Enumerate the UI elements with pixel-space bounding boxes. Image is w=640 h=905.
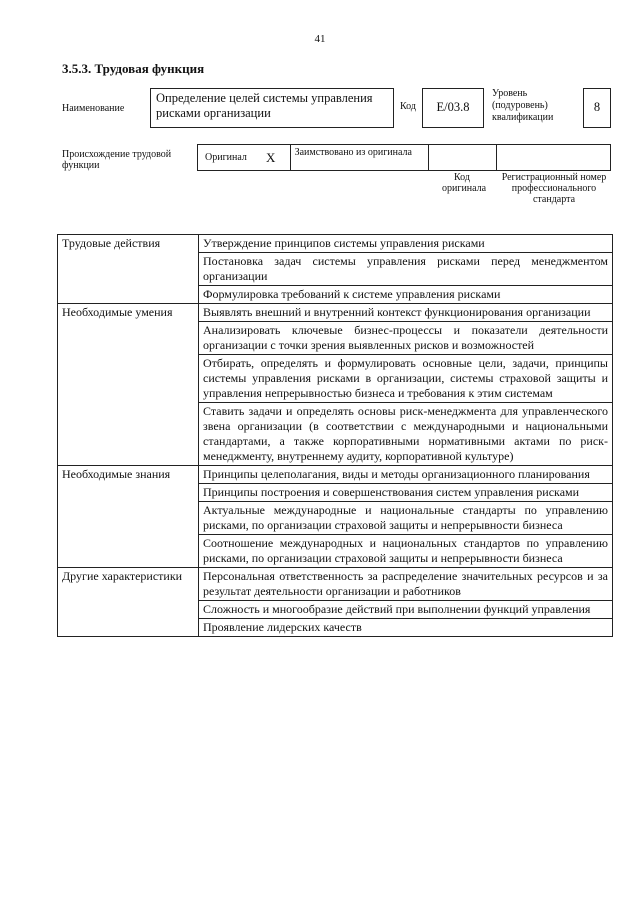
category-cell: Необходимые умения — [58, 304, 199, 466]
origin-label: Происхождение трудовой функции — [62, 149, 172, 171]
description-cell: Принципы целеполагания, виды и методы организационного планирования — [199, 466, 613, 484]
category-cell: Другие характеристики — [58, 568, 199, 637]
description-cell: Формулировка требований к системе управления рисками — [199, 286, 613, 304]
original-label: Оригинал — [205, 152, 247, 163]
original-mark: X — [266, 150, 276, 165]
function-table — [57, 234, 613, 637]
description-cell: Соотношение международных и национальных стандартов по управлению рисками, по организации страховой защиты и непрерывности бизнеса — [199, 535, 613, 568]
description-cell: Анализировать ключевые бизнес-процессы и показатели деятельности организации с точки зрения выявленных рисков и возможностей — [199, 322, 613, 355]
name-label: Наименование — [62, 103, 125, 114]
description-cell: Принципы построения и совершенствования систем управления рисками — [199, 484, 613, 502]
description-cell: Проявление лидерских качеств — [199, 619, 613, 637]
description-cell: Выявлять внешний и внутренний контекст функционирования организации — [199, 304, 613, 322]
borrowed-label: Заимствовано из оригинала — [291, 145, 429, 170]
registration-number-cell — [497, 145, 610, 170]
description-cell: Персональная ответственность за распределение значительных ресурсов и за результат деятельности организации и работников — [199, 568, 613, 601]
original-cell — [198, 145, 291, 170]
page-number: 41 — [314, 33, 326, 45]
section-title: 3.5.3. Трудовая функция — [62, 61, 205, 76]
description-cell: Постановка задач системы управления рисками перед менеджментом организации — [199, 253, 613, 286]
table-row — [58, 466, 613, 484]
table-row — [58, 304, 613, 322]
code-label: Код — [400, 101, 416, 112]
description-cell: Сложность и многообразие действий при выполнении функций управления — [199, 601, 613, 619]
code-box: E/03.8 — [422, 88, 484, 128]
table-row — [58, 568, 613, 601]
category-cell: Трудовые действия — [58, 235, 199, 304]
function-name-box: Определение целей системы управления рисками организации — [150, 88, 394, 128]
level-box: 8 — [583, 88, 611, 128]
description-cell: Актуальные международные и национальные стандарты по управлению рисками, по организации страховой защиты и непрерывности бизнеса — [199, 502, 613, 535]
level-label: Уровень (подуровень) квалификации — [492, 88, 554, 123]
description-cell: Ставить задачи и определять основы риск-менеджмента для управленческого звена организации (в соответствии с международными и национальными стандартами, а также корпоративными нормативными актами по риск-менеджменту, внутреннему аудиту, корпоративной культуре) — [199, 403, 613, 466]
description-cell: Отбирать, определять и формулировать основные цели, задачи, принципы системы управления рисками в организации, системы страховой защиты и управления непрерывностью бизнеса и требования к этим системам — [199, 355, 613, 403]
description-cell: Утверждение принципов системы управления рисками — [199, 235, 613, 253]
registration-number-caption: Регистрационный номер профессионального стандарта — [501, 172, 607, 205]
original-code-cell — [429, 145, 497, 170]
original-code-caption: Код оригинала — [442, 172, 487, 194]
table-row — [58, 235, 613, 253]
origin-row — [197, 144, 611, 171]
category-cell: Необходимые знания — [58, 466, 199, 568]
